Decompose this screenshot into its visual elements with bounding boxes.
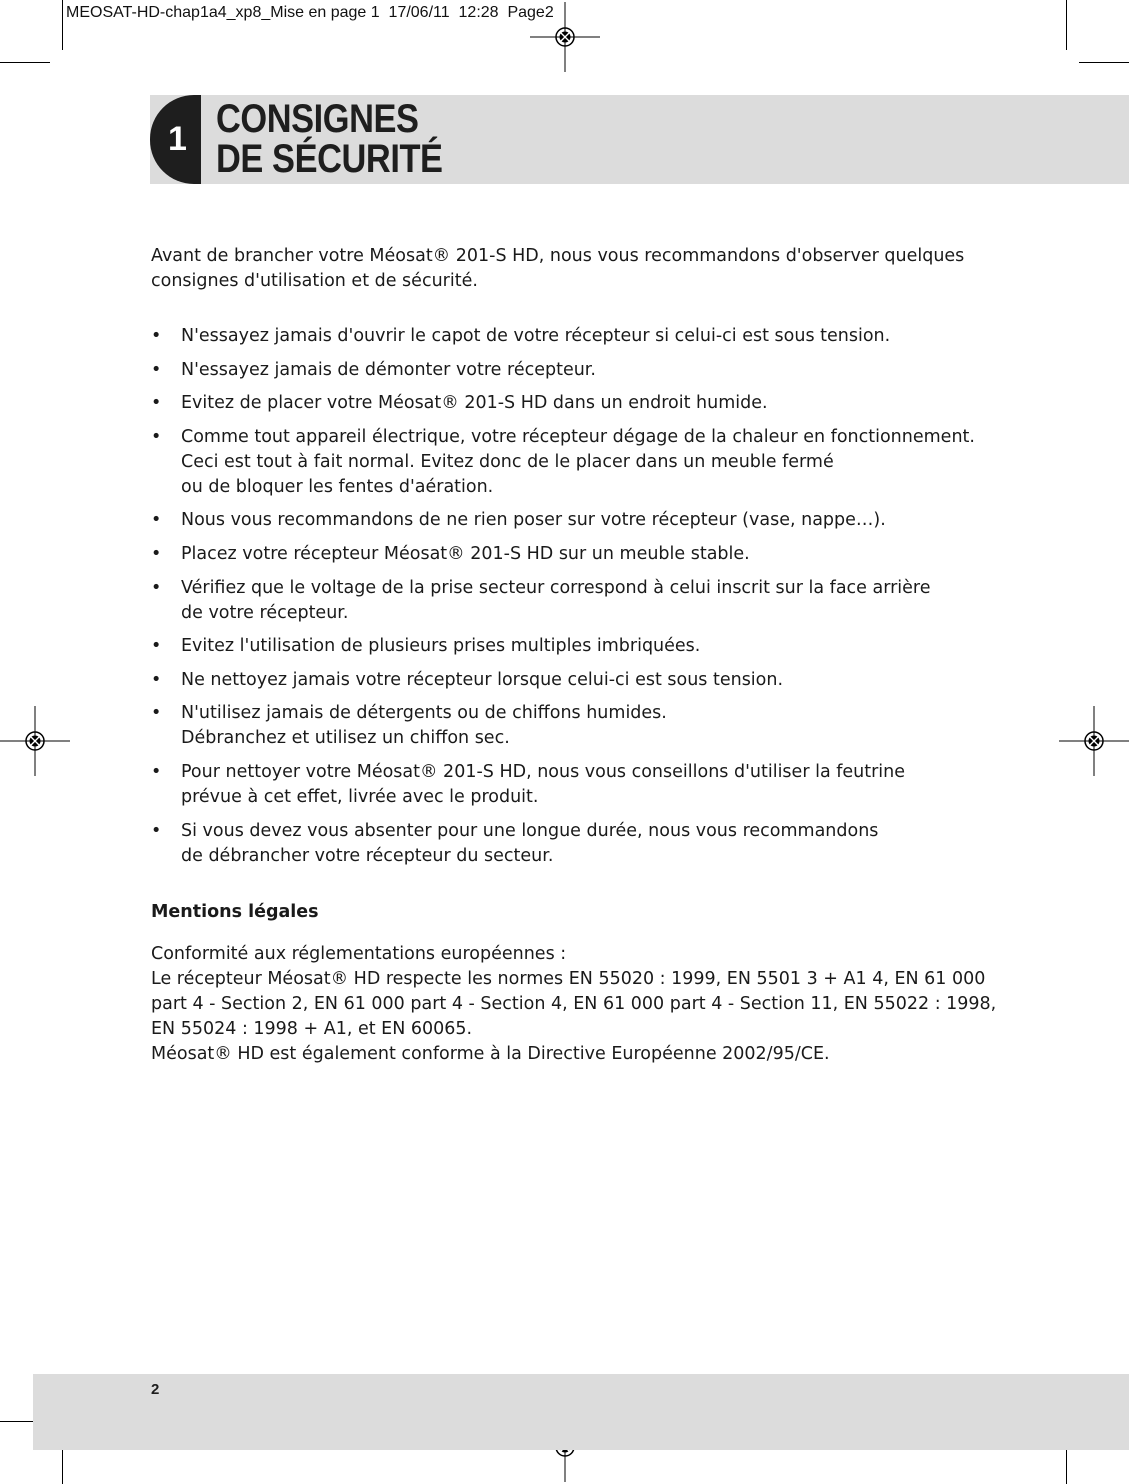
list-item [151,819,1001,869]
intro-line: consignes d'utilisation et de sécurité. [151,271,478,291]
list-item [151,542,1001,567]
intro-paragraph [151,244,1001,294]
list-item-text: de votre récepteur. [181,602,349,623]
list-item [151,668,1001,693]
print-slug: MEOSAT-HD-chap1a4_xp8_Mise en page 1 17/06/11 12:28 Page2 [66,4,554,21]
crop-mark [1066,0,1067,50]
list-item [151,324,1001,349]
list-item-text: Evitez de placer votre Méosat® 201-S HD dans un endroit humide. [181,393,768,414]
list-item-text: Evitez l'utilisation de plusieurs prises multiples imbriquées. [181,636,701,657]
list-item-text: Nous vous recommandons de ne rien poser sur votre récepteur (vase, nappe…). [181,510,886,531]
registration-mark-icon [0,706,70,776]
intro-line: Avant de brancher votre Méosat® 201-S HD, nous vous recommandons d'observer quelques [151,246,965,266]
legal-heading: Mentions légales [151,901,319,922]
bullet-icon: • [151,636,162,657]
chapter-title [216,99,443,179]
legal-line: Le récepteur Méosat® HD respecte les normes EN 55020 : 1999, EN 5501 3 + A1 4, EN 61 000 [151,968,986,989]
legal-line: Conformité aux réglementations européennes : [151,943,567,964]
bullet-icon: • [151,510,162,531]
list-item-text: N'utilisez jamais de détergents ou de chiffons humides. [181,703,667,724]
registration-mark-icon [1059,706,1129,776]
chapter-number-badge: 1 [150,95,201,184]
bullet-icon: • [151,669,162,690]
list-item-text: Comme tout appareil électrique, votre récepteur dégage de la chaleur en fonctionnement. [181,426,975,447]
list-item-text: Si vous devez vous absenter pour une longue durée, nous vous recommandons [181,820,879,841]
list-item-text: ou de bloquer les fentes d'aération. [181,476,494,497]
list-item [151,508,1001,533]
list-item-text: N'essayez jamais de démonter votre récepteur. [181,359,596,380]
bullet-icon: • [151,703,162,724]
legal-line: part 4 - Section 2, EN 61 000 part 4 - Section 4, EN 61 000 part 4 - Section 11, EN 55022 : 1998, [151,993,997,1014]
list-item-text: Pour nettoyer votre Méosat® 201-S HD, nous vous conseillons d'utiliser la feutrine [181,761,906,782]
list-item [151,358,1001,383]
list-item-text: Débranchez et utilisez un chiffon sec. [181,728,510,749]
crop-mark [0,62,50,63]
page-number: 2 [151,1381,160,1398]
registration-mark-icon [530,2,600,72]
bullet-icon: • [151,393,162,414]
list-item-text: Ceci est tout à fait normal. Evitez donc de le placer dans un meuble fermé [181,451,834,472]
legal-line: EN 55024 : 1998 + A1, et EN 60065. [151,1018,473,1039]
chapter-title-line: DE SÉCURITÉ [216,137,443,181]
list-item [151,391,1001,416]
bullet-icon: • [151,426,162,447]
chapter-title-line: CONSIGNES [216,97,419,141]
list-item-text: prévue à cet effet, livrée avec le produit. [181,786,539,807]
bullet-icon: • [151,359,162,380]
list-item-text: Ne nettoyez jamais votre récepteur lorsque celui-ci est sous tension. [181,669,784,690]
footer-band [33,1374,1129,1450]
safety-rules-list [151,324,1001,869]
list-item [151,425,1001,500]
bullet-icon: • [151,326,162,346]
bullet-icon: • [151,543,162,564]
legal-line: Méosat® HD est également conforme à la Directive Européenne 2002/95/CE. [151,1043,830,1064]
bullet-icon: • [151,577,162,598]
legal-paragraph [151,942,1001,1067]
list-item [151,634,1001,659]
crop-mark [62,0,63,50]
bullet-icon: • [151,761,162,782]
main-content [151,244,1001,1067]
list-item-text: de débrancher votre récepteur du secteur. [181,845,554,866]
list-item-text: N'essayez jamais d'ouvrir le capot de votre récepteur si celui-ci est sous tension. [181,326,891,346]
bullet-icon: • [151,820,162,841]
list-item-text: Placez votre récepteur Méosat® 201-S HD sur un meuble stable. [181,543,750,564]
list-item [151,701,1001,751]
list-item [151,576,1001,626]
list-item-text: Vérifiez que le voltage de la prise secteur correspond à celui inscrit sur la face arrière [181,577,931,598]
crop-mark [1079,62,1129,63]
list-item [151,760,1001,810]
